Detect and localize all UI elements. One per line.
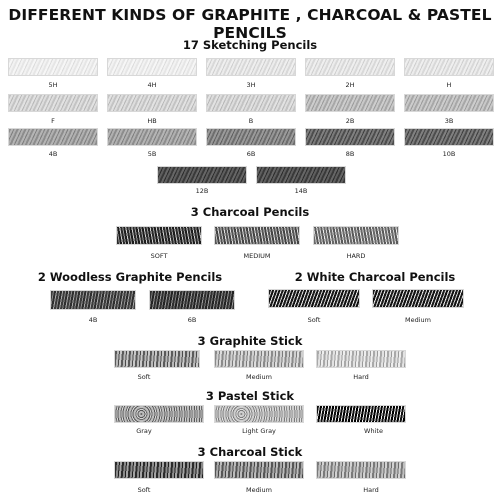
label-woodless-4b: 4B [88,316,98,324]
label-10b: 10B [442,150,456,158]
swatch-pastel-light-gray [214,405,304,423]
label-5b: 5B [147,150,157,158]
label-charcoal-hard: HARD [346,252,366,260]
section-title-pastel-stick: 3 Pastel Stick [205,389,295,403]
label-graphite-stick-medium: Medium [246,373,272,381]
section-title-woodless: 2 Woodless Graphite Pencils [37,270,223,284]
section-title-white-charcoal: 2 White Charcoal Pencils [294,270,456,284]
label-f: F [51,117,55,125]
section-title-graphite-stick: 3 Graphite Stick [197,334,303,348]
swatch-14b [256,166,346,184]
swatch-5b [107,128,197,146]
swatch-2h [305,58,395,76]
label-woodless-6b: 6B [187,316,197,324]
swatch-5h [8,58,98,76]
label-white-soft: Soft [307,316,321,324]
swatch-3b [404,94,494,112]
swatch-charcoal-stick-medium [214,461,304,479]
label-white-medium: Medium [405,316,431,324]
label-h: H [446,81,452,89]
swatch-4h [107,58,197,76]
label-6b: 6B [246,150,256,158]
swatch-4b [8,128,98,146]
label-2h: 2H [345,81,355,89]
label-charcoal-stick-hard: Hard [363,486,379,494]
swatch-white-medium [372,289,464,308]
label-charcoal-stick-medium: Medium [246,486,272,494]
swatch-graphite-stick-soft [114,350,200,368]
swatch-charcoal-stick-hard [316,461,406,479]
swatch-b [206,94,296,112]
swatch-3h [206,58,296,76]
section-title-charcoal-stick: 3 Charcoal Stick [197,445,303,459]
label-3b: 3B [444,117,454,125]
swatch-charcoal-stick-soft [114,461,204,479]
swatch-woodless-4b [50,290,136,310]
swatch-pastel-gray [114,405,204,423]
label-14b: 14B [294,187,308,195]
swatch-6b [206,128,296,146]
swatch-charcoal-medium [214,226,300,245]
label-graphite-stick-soft: Soft [137,373,151,381]
swatch-h [404,58,494,76]
label-12b: 12B [195,187,209,195]
swatch-pastel-white [316,405,406,423]
swatch-hb [107,94,197,112]
label-pastel-gray: Gray [136,427,152,435]
label-charcoal-medium: MEDIUM [243,252,271,260]
swatch-graphite-stick-hard [316,350,406,368]
swatch-10b [404,128,494,146]
label-5h: 5H [48,81,58,89]
label-2b: 2B [345,117,355,125]
label-4b: 4B [48,150,58,158]
label-hb: HB [147,117,157,125]
label-graphite-stick-hard: Hard [353,373,369,381]
swatch-f [8,94,98,112]
swatch-8b [305,128,395,146]
section-title-sketching: 17 Sketching Pencils [182,38,318,52]
label-pastel-white: White [364,427,383,435]
label-3h: 3H [246,81,256,89]
label-b: B [248,117,254,125]
section-title-charcoal-pencils: 3 Charcoal Pencils [190,205,310,219]
swatch-charcoal-hard [313,226,399,245]
swatch-graphite-stick-medium [214,350,304,368]
label-4h: 4H [147,81,157,89]
swatch-charcoal-soft [116,226,202,245]
page-title: DIFFERENT KINDS OF GRAPHITE , CHARCOAL & PASTEL PENCILS [8,6,492,42]
swatch-12b [157,166,247,184]
swatch-woodless-6b [149,290,235,310]
label-pastel-light-gray: Light Gray [242,427,276,435]
label-8b: 8B [345,150,355,158]
swatch-2b [305,94,395,112]
label-charcoal-soft: SOFT [150,252,168,260]
swatch-white-soft [268,289,360,308]
label-charcoal-stick-soft: Soft [137,486,151,494]
